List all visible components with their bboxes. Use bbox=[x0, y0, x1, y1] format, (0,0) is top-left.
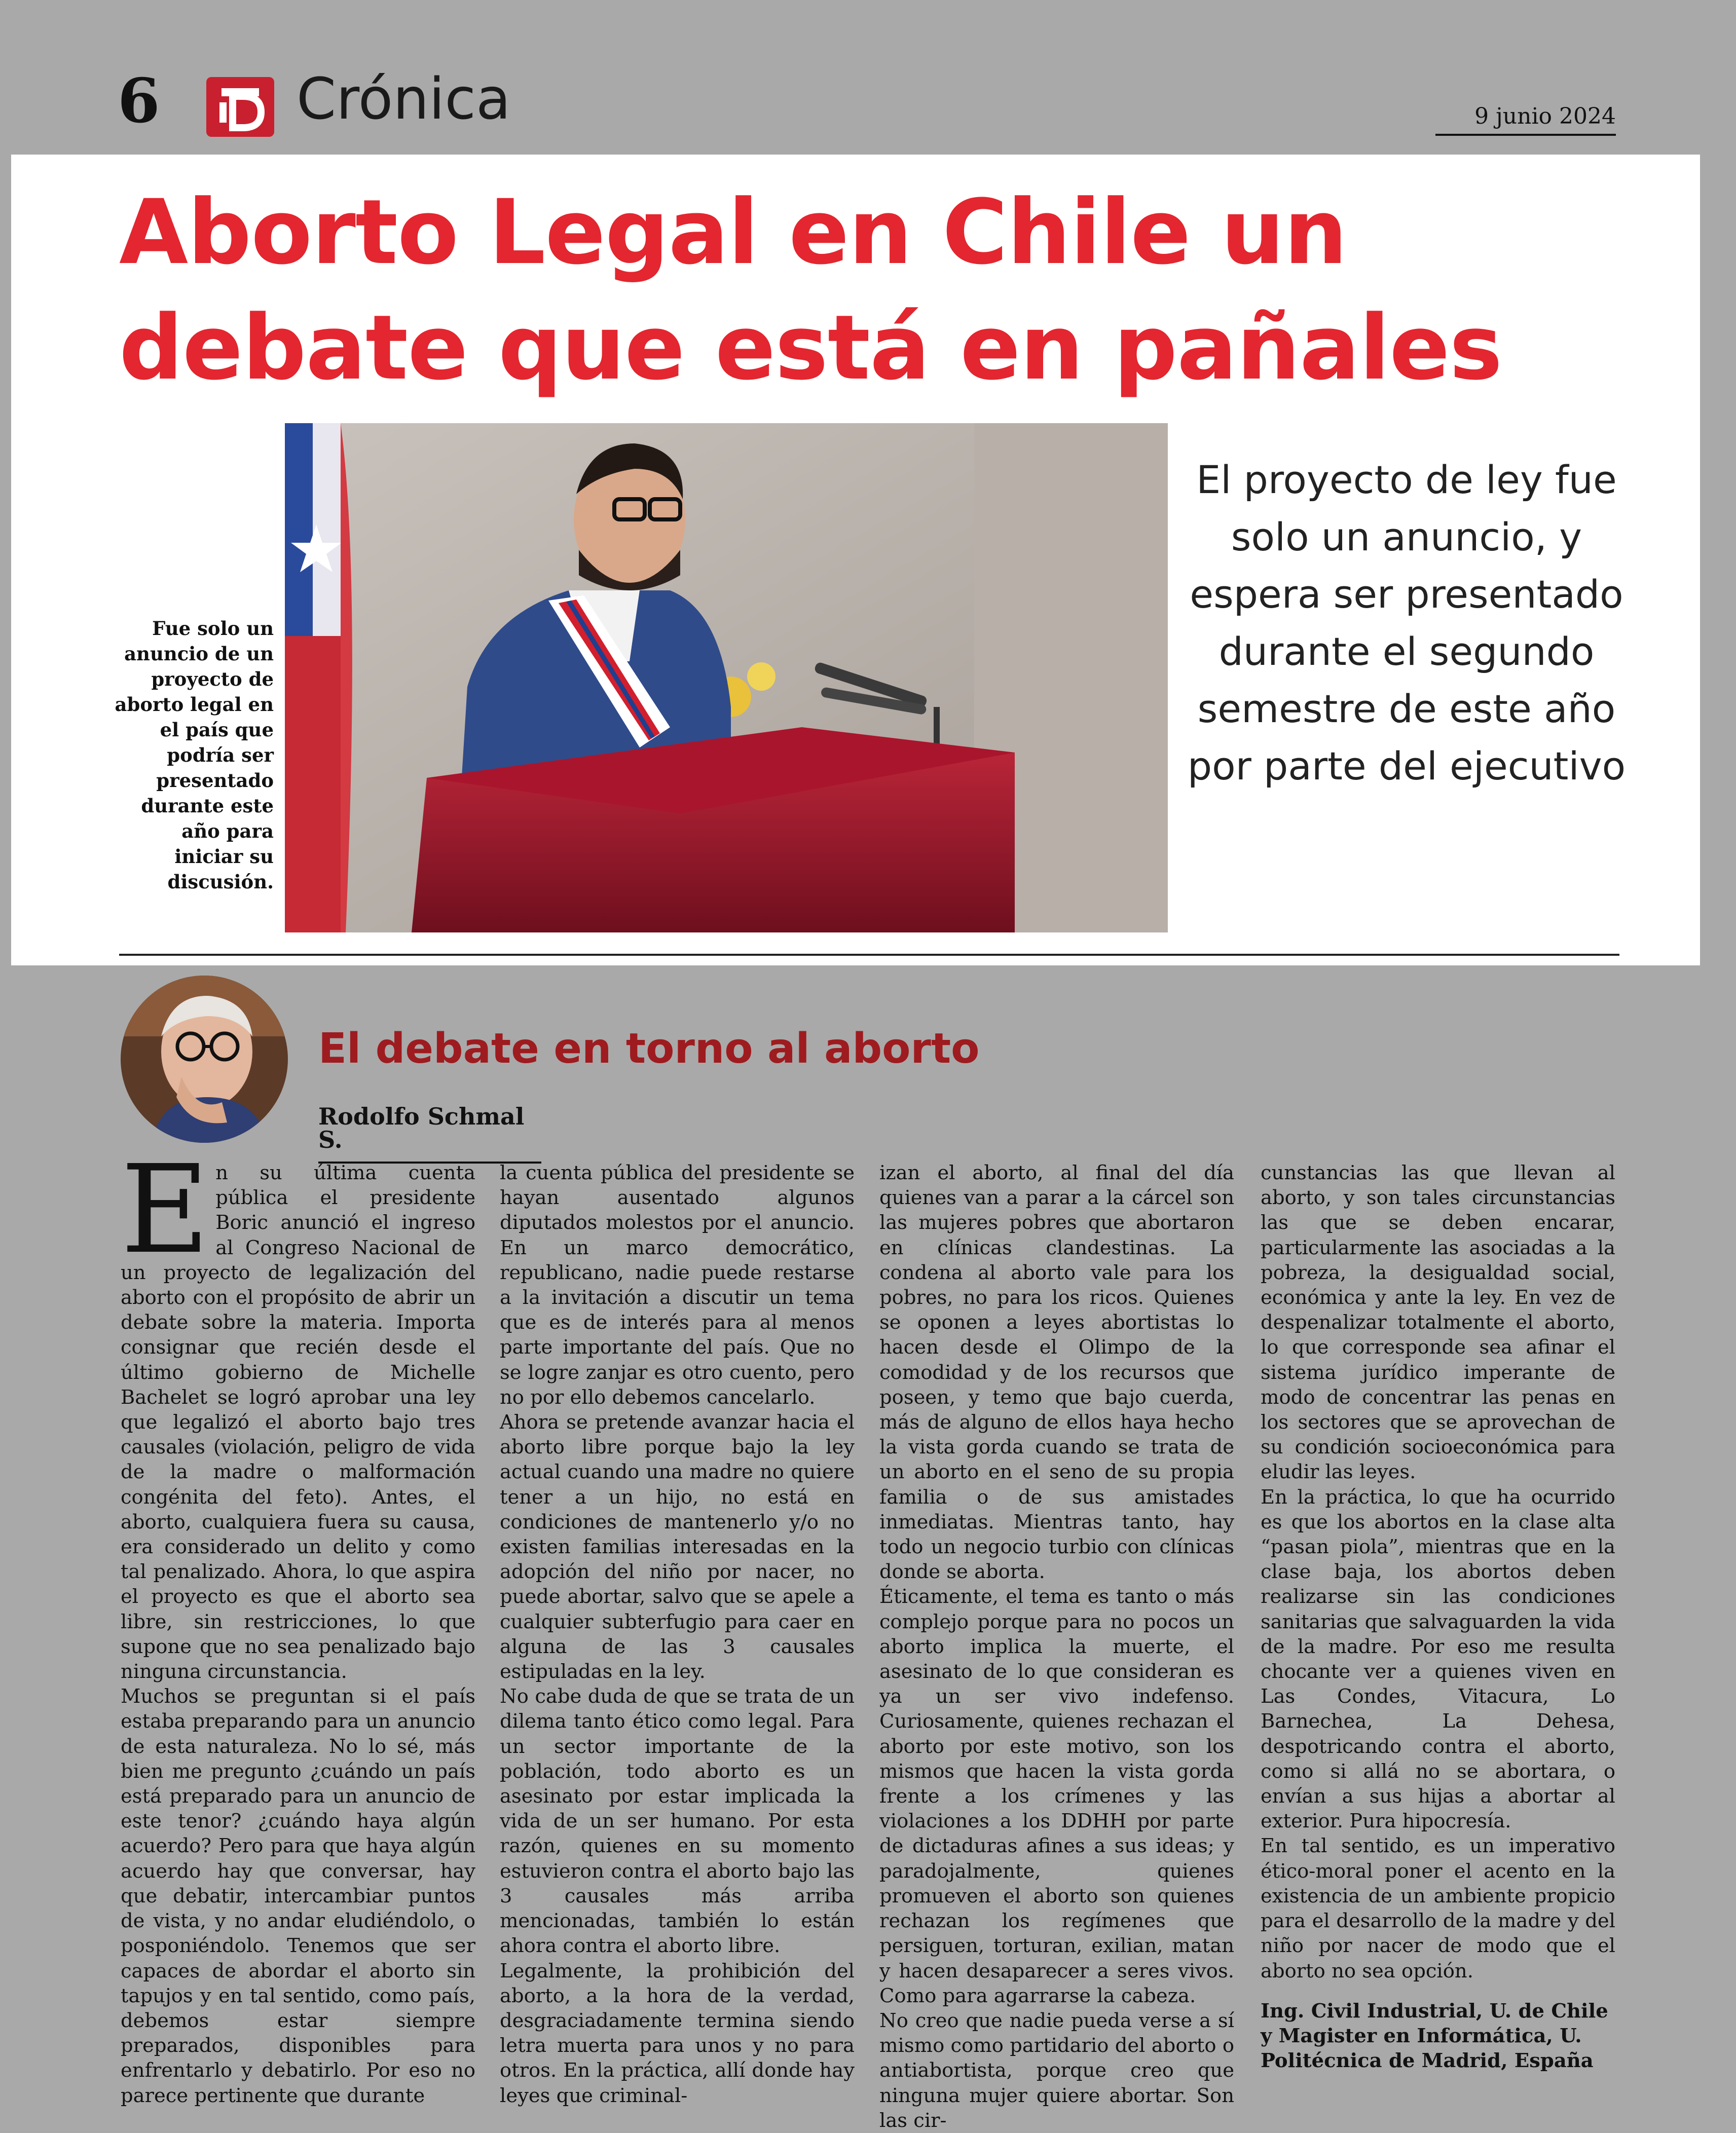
article-column-1 bbox=[121, 1139, 475, 2108]
author-name: Rodolfo Schmal S. bbox=[318, 1105, 541, 1164]
article-paragraph: En tal sentido, es un imperativo ético-moral poner el acento en la existencia de un ambiente propicio para el desarrollo de la madre y del niño por nacer de modo que el aborto no sea opción. bbox=[1261, 1835, 1615, 1982]
issue-date: 9 junio 2024 bbox=[1435, 105, 1616, 136]
page-number: 6 bbox=[118, 65, 160, 137]
author-avatar bbox=[121, 976, 288, 1143]
article-paragraph: No creo que nadie pueda verse a sí mismo como partidario del aborto o antiabortista, porque creo que ninguna mujer quiere abortar. Son las cir- bbox=[879, 2009, 1234, 2132]
article-column-3 bbox=[879, 1161, 1234, 2133]
pull-quote: El proyecto de ley fue solo un anuncio, y espera ser presentado durante el segundo semestre de este año por parte del ejecutivo bbox=[1187, 457, 1626, 789]
section-name: Crónica bbox=[297, 66, 511, 132]
article-paragraph: la cuenta pública del presidente se hayan ausentado algunos diputados molestos por el anuncio. En un marco democrático, republicano, nadie puede restarse a la invitación a discutir un tema que es de interés para al menos parte importante del país. Que no se logre zanjar es otro cuento, pero no por ello debemos cancelarlo. bbox=[500, 1162, 855, 1409]
author-credentials: Ing. Civil Industrial, U. de Chile y Magister en Informática, U. Politécnica de Madrid, España bbox=[1261, 1999, 1608, 2073]
article-paragraph: izan el aborto, al final del día quienes van a parar a la cárcel son las mujeres pobres que abortaron en clínicas clandestinas. La condena al aborto vale para los pobres, no para los ricos. Quienes se oponen a leyes abortistas lo hacen desde el Olimpo de la comodidad y de los recursos que poseen, y temo que bajo cuerda, más de alguno de ellos haya hecho la vista gorda cuando se trata de un aborto en el seno de su propia familia o de sus amistades inmediatas. Mientras tanto, hay todo un negocio turbio con clínicas donde se aborta. bbox=[879, 1162, 1234, 1584]
president-photo bbox=[285, 423, 1168, 932]
article-paragraph: cunstancias las que llevan al aborto, y son tales circunstancias las que se deben encarar, particularmente las asociadas a la pobreza, la desigualdad social, económica y ante la ley. En vez de despenalizar totalmente el aborto, lo que corresponde sea afinar el sistema jurídico imperante de modo de concentrar las penas en los sectores que se aprovechan de su condición socioeconómica para eludir las leyes. bbox=[1261, 1162, 1615, 1484]
article-column-2 bbox=[500, 1161, 855, 2108]
article-paragraph: Éticamente, el tema es tanto o más complejo porque para no pocos un aborto implica la muerte, el asesinato de lo que consideran es ya un ser vivo indefenso. Curiosamente, quienes rechazan el aborto por este motivo, son los mismos que hacen la vista gorda frente a los crímenes y las violaciones a los DDHH por parte de dictaduras afines a sus ideas; y paradojalmente, quienes promueven el aborto son quienes rechazan los regímenes que persiguen, torturan, exilian, matan y hacen desaparecer a seres vivos. Como para agarrarse la cabeza. bbox=[879, 1585, 1234, 2007]
logo-mark-icon bbox=[206, 77, 274, 137]
section-divider bbox=[119, 954, 1619, 956]
paragraph-text: n su última cuenta pública el presidente Boric anunció el ingreso al Congreso Nacional de un proyecto de legalización del aborto con el propósito de abrir un debate sobre la materia. Importa consignar que recién desde el último gobierno de Michelle Bachelet se logró aprobar una ley que legalizó el aborto bajo tres causales (violación, peligro de vida de la madre o malformación congénita del feto). Antes, el aborto, cualquiera fuera su causa, era considerado un delito y como tal penalizado. Ahora, lo que aspira el proyecto es que el aborto sea libre, sin restricciones, lo que supone que no sea penalizado bajo ninguna circunstancia. bbox=[121, 1162, 475, 1683]
article-paragraph: Muchos se preguntan si el país estaba preparando para un anuncio de esta naturaleza. No lo sé, más bien me pregunto ¿cuándo un país está preparado para un anuncio de este tenor? ¿cuándo haya algún acuerdo? Pero para que haya algún acuerdo hay que conversar, hay que debatir, intercambiar puntos de vista, y no andar eludiéndolo, o posponiéndolo. Tenemos que ser capaces de abordar el aborto sin tapujos y en tal sentido, como país, debemos estar siempre preparados, disponibles para enfrentarlo y debatirlo. Por eso no parece pertinente que durante bbox=[121, 1685, 475, 2107]
article-paragraph: Legalmente, la prohibición del aborto, a la hora de la verdad, desgraciadamente termina siendo letra muerta para unos y no para otros. En la práctica, allí donde hay leyes que criminal- bbox=[500, 1959, 855, 2107]
newspaper-logo bbox=[206, 77, 274, 137]
article-paragraph: Ahora se pretende avanzar hacia el aborto libre porque bajo la ley actual cuando una madre no quiere tener a un hijo, no está en condiciones de mantenerlo y/o no existen familias interesadas en la adopción del niño por nacer, no puede abortar, salvo que se apele a cualquier subterfugio para caer en alguna de las 3 causales estipuladas en la ley. bbox=[500, 1411, 855, 1683]
article-column-4 bbox=[1261, 1161, 1615, 2073]
article-paragraph: No cabe duda de que se trata de un dilema tanto ético como legal. Para un sector importante de la población, todo aborto es un asesinato por estar implicada la vida de un ser humano. Por esta razón, quienes en su momento estuvieron contra el aborto bajo las 3 causales más arriba mencionadas, también lo están ahora contra el aborto libre. bbox=[500, 1685, 855, 1958]
article-title: El debate en torno al aborto bbox=[318, 1025, 980, 1073]
photo-caption: Fue solo un anuncio de un proyecto de aborto legal en el país que podría ser presentado durante este año para iniciar su discusión. bbox=[115, 617, 274, 893]
drop-cap: E bbox=[121, 1139, 210, 1281]
headline: Aborto Legal en Chile un debate que está en pañales bbox=[119, 180, 1502, 400]
article-paragraph bbox=[121, 1139, 475, 1684]
article-paragraph: En la práctica, lo que ha ocurrido es que los abortos en la clase alta “pasan piola”, mientras que en la clase baja, los abortos deben realizarse sin las condiciones sanitarias que salvaguarden la vida de la madre. Por eso me resulta chocante ver a quienes viven en Las Condes, Vitacura, Lo Barnechea, La Dehesa, despotricando contra el aborto, como si allá no se abortara, o envían a sus hijas a abortar al exterior. Pura hipocresía. bbox=[1261, 1485, 1615, 1833]
